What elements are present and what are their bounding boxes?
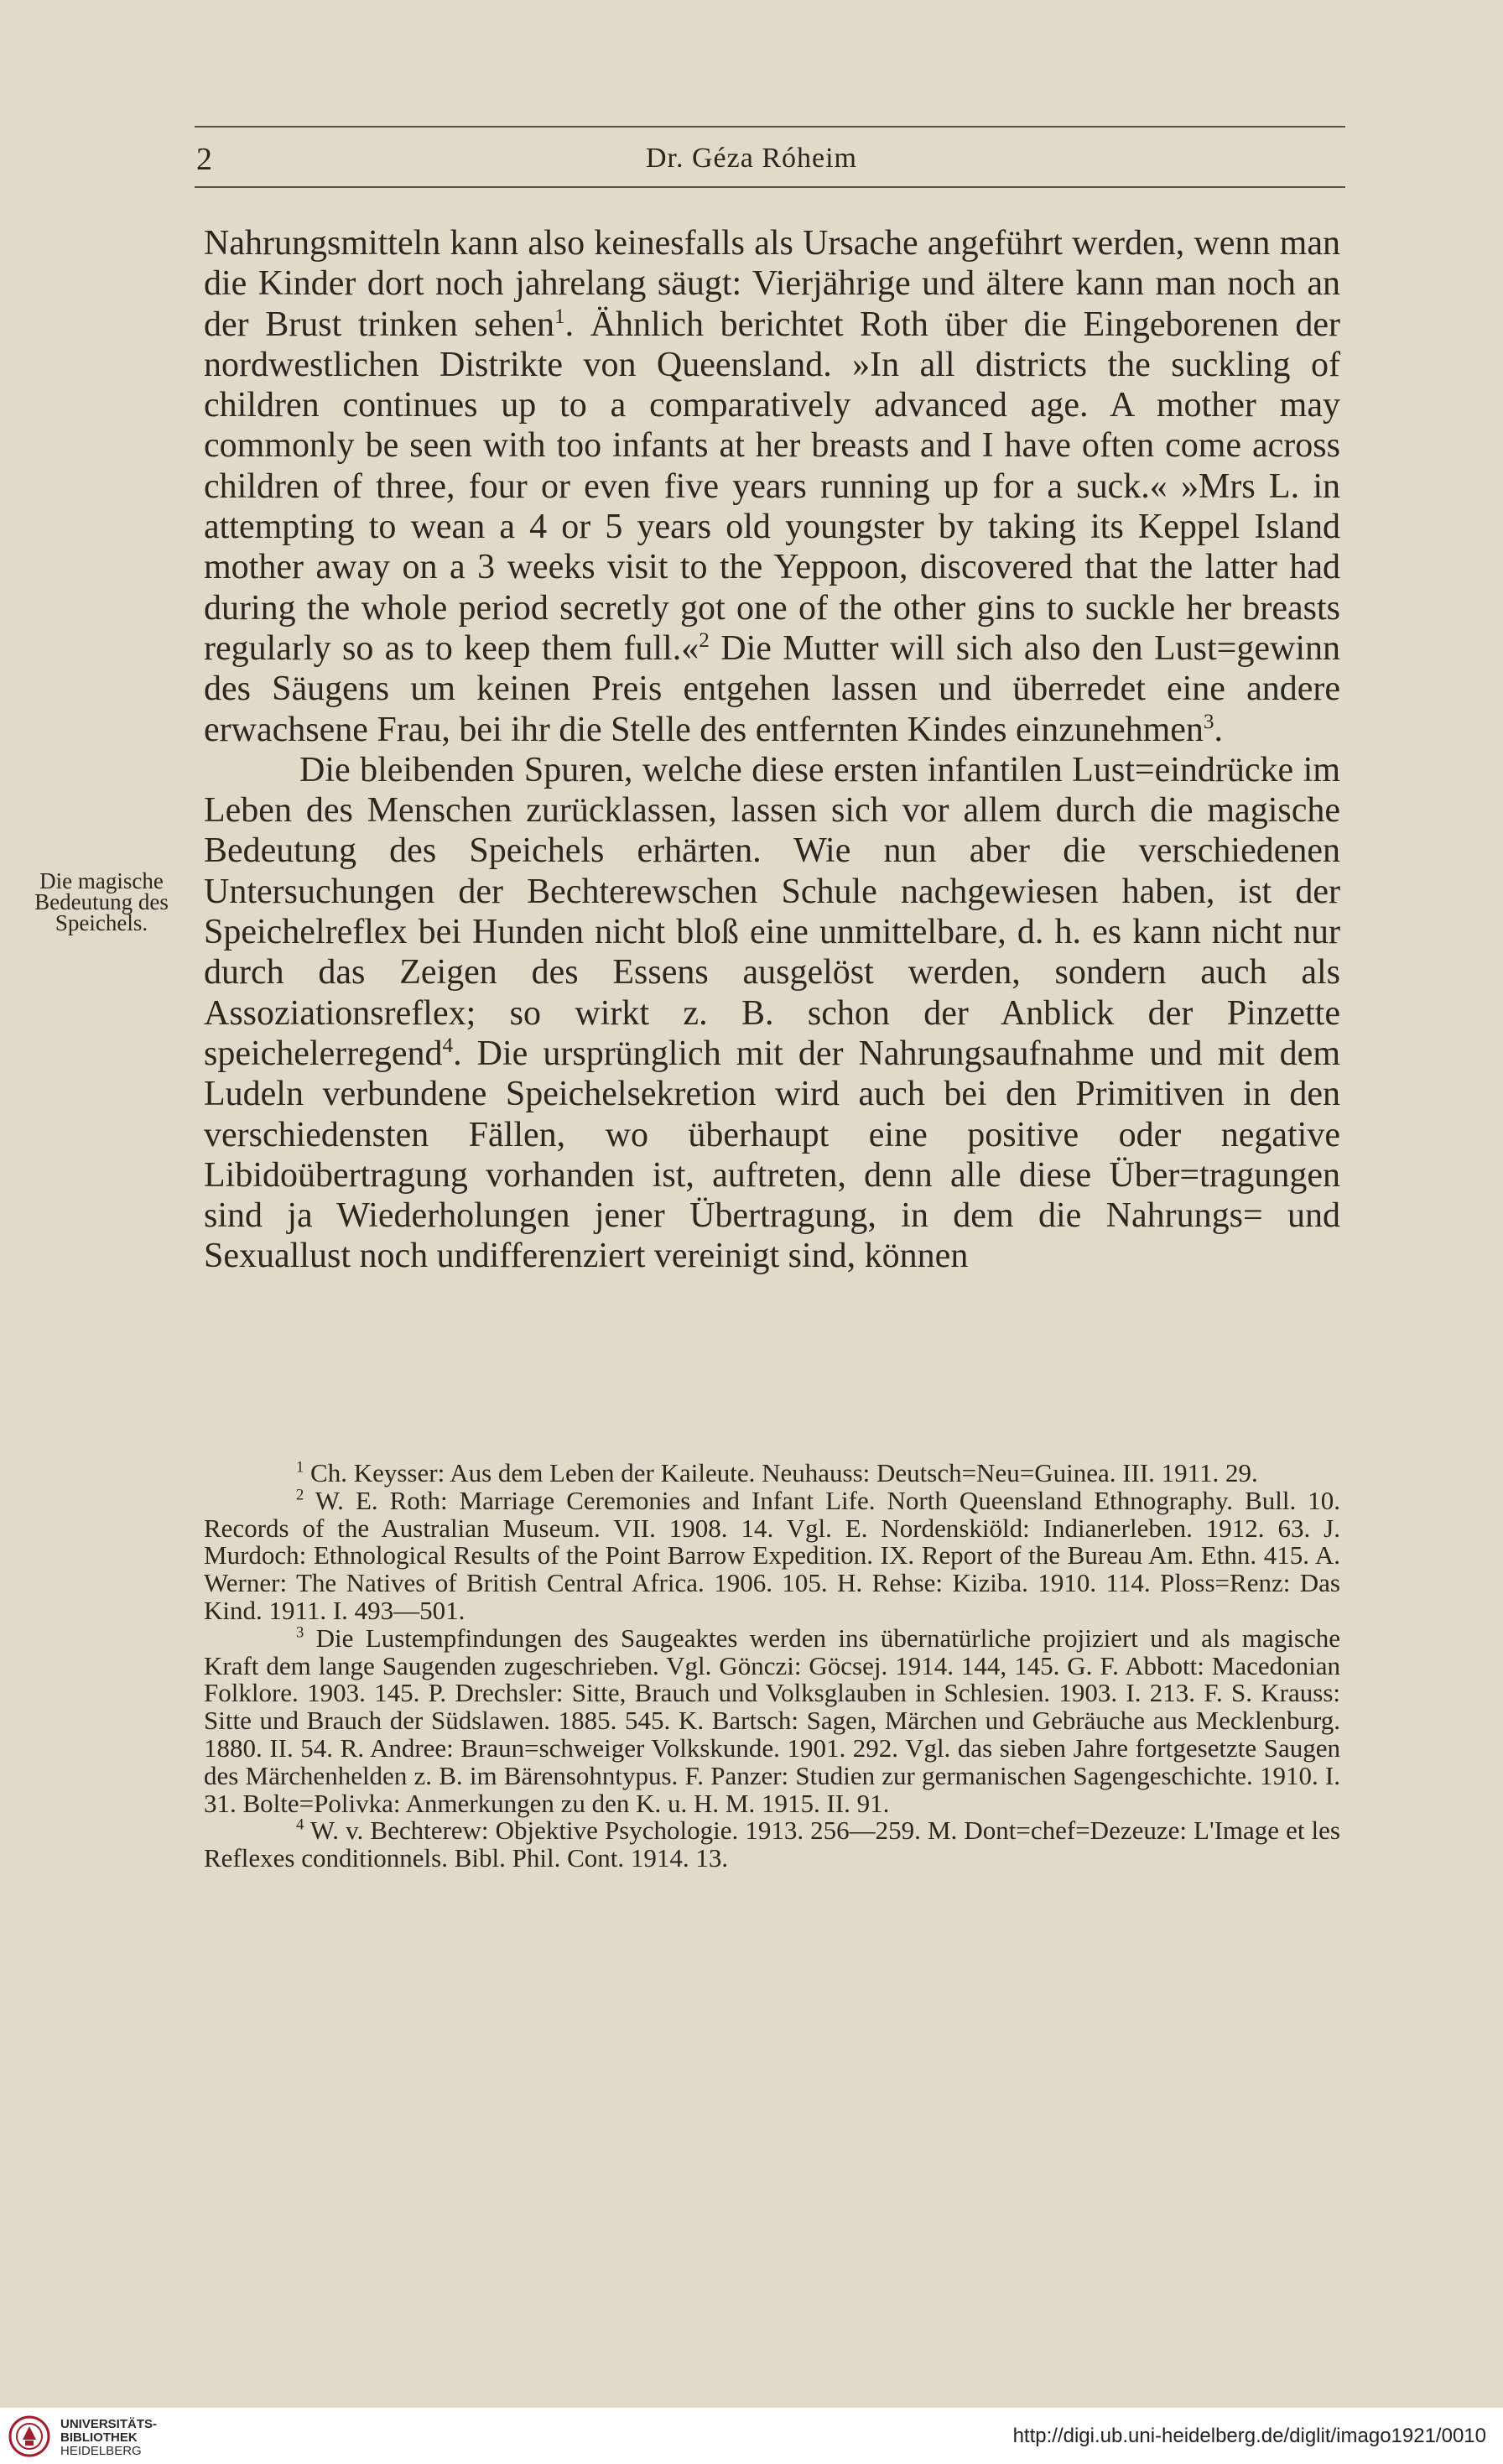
- header-rule-top: [195, 126, 1345, 128]
- running-head: Dr. Géza Róheim: [646, 143, 857, 174]
- footnote-number: 2: [296, 1486, 304, 1504]
- margin-note-line: Die magische: [39, 868, 164, 893]
- margin-note: [10, 868, 193, 935]
- footnote-ref[interactable]: 4: [442, 1034, 454, 1057]
- body-text: [204, 223, 1340, 1277]
- paragraph: Nahrungsmitteln kann also keinesfalls als Ursache angeführt werden, wenn man die Kinder dort noch jahrelang säugt: Vierjährige und ältere kann man noch an der Brust trinken sehen$^1$. Ähnlich berichtet Roth über die Eingeborenen der nordwestlichen Distrikte von Queensland. »In all districts the suckling of children continues up to a comparatively advanced age. A mother may commonly be seen with too infants at her breasts and I have often come across children of three, four or even five years running up for a suck.« »Mrs L. in attempting to wean a 4 or 5 years old youngster by taking its Keppel Island mother away on a 3 weeks visit to the Yeppoon, discovered that the latter had during the whole period secretly got one of the other gins to suckle her breasts regularly so as to keep them full.«$^2$ Die Mutter will sich also den Lust=gewinn des Säugens um keinen Preis entgehen lassen und überredet eine andere erwachsene Frau, bei ihr die Stelle des entfernten Kindes einzunehmen$^3$.: [204, 224, 1340, 749]
- footnote-ref[interactable]: 3: [1203, 710, 1214, 733]
- source-url-link[interactable]: http://digi.ub.uni-heidelberg.de/diglit/imago1921/0010: [1012, 2425, 1486, 2447]
- footnote: $^2$ W. E. Roth: Marriage Ceremonies and Infant Life. North Queensland Ethnography. Bull. 10. Records of the Australian Museum. VII. 1908. 14. Vgl. E. Nordenskiöld: Indianerleben. 1912. 63. J. Murdoch: Ethnological Results of the Point Barrow Expedition. IX. Report of the Bureau Am. Ethn. 415. A. Werner: The Natives of British Central Africa. 1906. 105. H. Rehse: Kiziba. 1910. 114. Ploss=Renz: Das Kind. 1911. I. 493—501.: [204, 1485, 1340, 1625]
- viewer-footer: [0, 2408, 1503, 2464]
- footnotes: [204, 1460, 1340, 1873]
- paragraph: Die bleibenden Spuren, welche diese ersten infantilen Lust=eindrücke im Leben des Menschen zurücklassen, lassen sich vor allem durch die magische Bedeutung des Speichels erhärten. Wie nun aber die verschiedenen Untersuchungen der Bechterewschen Schule nachgewiesen haben, ist der Speichelreflex bei Hunden nicht bloß eine unmittelbare, d. h. es kann nicht nur durch das Zeigen des Essens ausgelöst werden, sondern auch als Assoziationsreflex; so wirkt z. B. schon der Anblick der Pinzette speichelerregend$^4$. Die ursprünglich mit der Nahrungsaufnahme und mit dem Ludeln verbundene Speichelsekretion wird auch bei den Primitiven in den verschiedensten Fällen, wo überhaupt eine positive oder negative Libidoübertragung vorhanden ist, auftreten, denn alle diese Über=tragungen sind ja Wiederholungen jener Übertragung, in dem die Nahrungs= und Sexuallust noch undifferenziert vereinigt sind, können: [204, 750, 1340, 1276]
- footnote: $^4$ W. v. Bechterew: Objektive Psychologie. 1913. 256—259. M. Dont=chef=Dezeuze: L'Image et les Reflexes conditionnels. Bibl. Phil. Cont. 1914. 13.: [204, 1815, 1340, 1873]
- margin-note-line: Speichels.: [55, 910, 148, 935]
- page-number: 2: [196, 142, 212, 177]
- footnote-number: 3: [296, 1623, 304, 1642]
- footnote: $^1$ Ch. Keysser: Aus dem Leben der Kaileute. Neuhauss: Deutsch=Neu=Guinea. III. 1911. 29.: [296, 1458, 1258, 1487]
- footnote: $^3$ Die Lustempfindungen des Saugeaktes werden ins übernatürliche projiziert und als magische Kraft dem lange Saugenden zugeschrieben. Vgl. Gönczi: Göcsej. 1914. 144, 145. G. F. Abbott: Macedonian Folklore. 1903. 145. P. Drechsler: Sitte, Brauch und Volksglauben in Schlesien. 1903. I. 213. F. S. Krauss: Sitte und Brauch der Südslawen. 1885. 545. K. Bartsch: Sagen, Märchen und Gebräuche aus Mecklenburg. 1880. II. 54. R. Andree: Braun=schweiger Volkskunde. 1901. 292. Vgl. das sieben Jahre fortgesetzte Saugen des Märchenhelden z. B. im Bärensohntypus. F. Panzer: Studien zur germanischen Sagengeschichte. 1910. I. 31. Bolte=Polivka: Anmerkungen zu den K. u. H. M. 1915. II. 91.: [204, 1623, 1341, 1818]
- header-rule-bottom: [195, 186, 1345, 188]
- library-logo[interactable]: UNIVERSITÄTS- BIBLIOTHEK HEIDELBERG: [60, 2417, 158, 2458]
- footnote-ref[interactable]: 2: [699, 628, 710, 652]
- margin-note-line: Bedeutung des: [34, 889, 169, 914]
- footnote-number: 4: [296, 1816, 304, 1835]
- university-seal-icon: [8, 2415, 50, 2458]
- footnote-ref[interactable]: 1: [554, 305, 565, 328]
- footnote-number: 1: [296, 1458, 304, 1477]
